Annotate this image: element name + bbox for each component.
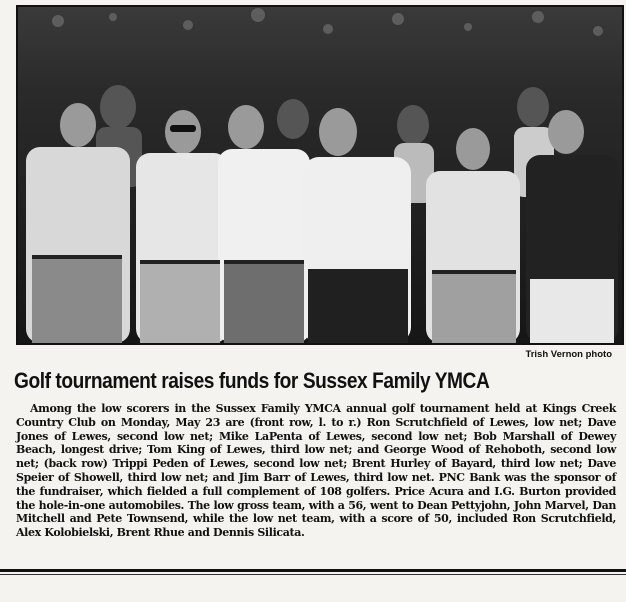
bottom-rule-thick: [0, 569, 626, 572]
photo-credit: Trish Vernon photo: [525, 349, 612, 360]
group-photo: [16, 5, 624, 345]
headline: Golf tournament raises funds for Sussex Family YMCA: [14, 368, 490, 393]
bottom-rule-thin: [0, 574, 626, 575]
article-body: Among the low scorers in the Sussex Family YMCA annual golf tournament held at Kings Creek Country Club on Monday, May 23 are (front row, l. to r.) Ron Scrutchfield of Lewes, low net; Dave Jones of Lewes, second low net; Mike LaPenta of Lewes, second low net; Bob Marshall of Dewey Beach, longest drive; Tom King of Lewes, third low net; and George Wood of Rehoboth, second low net; (back row) Trippi Peden of Lewes, second low net; Brent Hurley of Bayard, third low net; Dave Speier of Showell, third low net; and Jim Barr of Lewes, third low net. PNC Bank was the sponsor of the fundraiser, which fielded a full complement of 108 golfers. Price Acura and I.G. Burton provided the hole-in-one automobiles. The low gross team, with a 56, went to Dean Pettyjohn, John Marvel, Dan Mitchell and Pete Townsend, while the low net team, with a score of 50, included Ron Scrutchfield, Alex Kolobielski, Brent Rhue and Dennis Silicata.: [16, 402, 616, 540]
